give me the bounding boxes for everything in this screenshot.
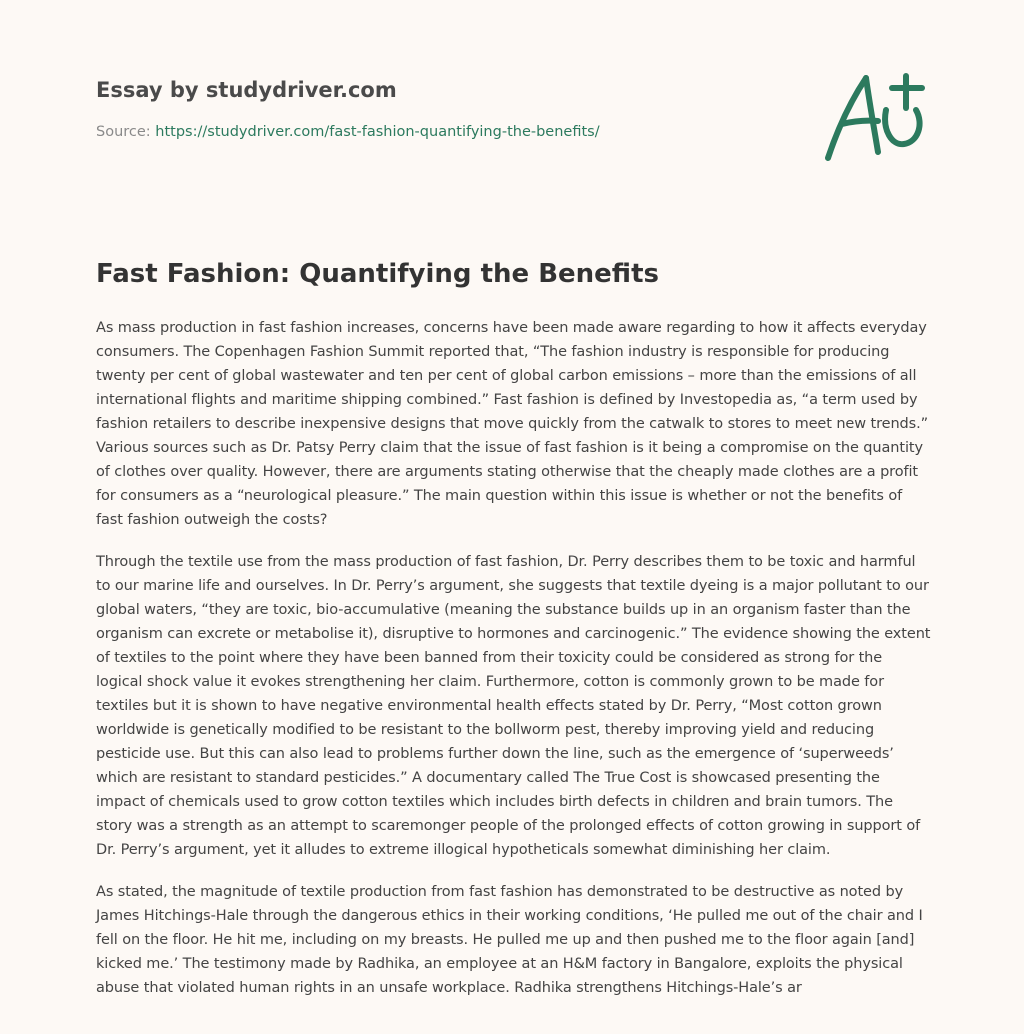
essay-paragraph-2: Through the textile use from the mass production of fast fashion, Dr. Perry describes them to be toxic and harmful to our marine life and ourselves. In Dr. Perry’s argument, she suggests that textile dyeing is a major pollutant to our global waters, “they are toxic, bio-accumulative (meaning the substance builds up in an organism faster than the organism can excrete or metabolise it), disruptive to hormones and carcinogenic.” The evidence showing the extent of textiles to the point where they have been banned from their toxicity could be considered as strong for the logical shock value it evokes strengthening her claim. Furthermore, cotton is commonly grown to be made for textiles but it is shown to have negative environmental health effects stated by Dr. Perry, “Most cotton grown worldwide is genetically modified to be resistant to the bollworm pest, thereby improving yield and reducing pesticide use. But this can also lead to problems further down the line, such as the emergence of ‘superweeds’ which are resistant to standard pesticides.” A documentary called The True Cost is showcased presenting the impact of chemicals used to grow cotton textiles which includes birth defects in children and brain tumors. The story was a strength as an attempt to scaremonger people of the prolonged effects of cotton growing in support of Dr. Perry’s argument, yet it alludes to extreme illogical hypotheticals somewhat diminishing her claim. <box>96 554 931 858</box>
essay-title: Fast Fashion: Quantifying the Benefits <box>96 259 659 289</box>
source-label: Source: <box>96 124 156 140</box>
essay-header <box>96 76 796 142</box>
essay-paragraph-3: As stated, the magnitude of textile production from fast fashion has demonstrated to be destructive as noted by James Hitchings-Hale through the dangerous ethics in their working conditions, ‘He pulled me out of the chair and I fell on the floor. He hit me, including on my breasts. He pulled me up and then pushed me to the floor again [and] kicked me.’ The testimony made by Radhika, an employee at an H&M factory in Bangalore, exploits the physical abuse that violated human rights in an unsafe workplace. Radhika strengthens Hitchings-Hale’s ar <box>96 884 923 996</box>
source-link[interactable]: https://studydriver.com/fast-fashion-quantifying-the-benefits/ <box>155 124 600 140</box>
brand-title: Essay by studydriver.com <box>96 78 397 102</box>
essay-paragraph-1: As mass production in fast fashion increases, concerns have been made aware regarding to how it affects everyday consumers. The Copenhagen Fashion Summit reported that, “The fashion industry is responsible for producing twenty per cent of global wastewater and ten per cent of global carbon emissions – more than the emissions of all international flights and maritime shipping combined.” Fast fashion is defined by Investopedia as, “a term used by fashion retailers to describe inexpensive designs that move quickly from the catwalk to stores to meet new trends.” Various sources such as Dr. Patsy Perry claim that the issue of fast fashion is it being a compromise on the quantity of clothes over quality. However, there are arguments stating otherwise that the cheaply made clothes are a profit for consumers as a “neurological pleasure.” The main question within this issue is whether or not the benefits of fast fashion outweigh the costs? <box>96 320 929 528</box>
a-plus-logo-icon <box>820 66 932 166</box>
source-line <box>96 122 796 142</box>
essay-body <box>96 316 932 1018</box>
